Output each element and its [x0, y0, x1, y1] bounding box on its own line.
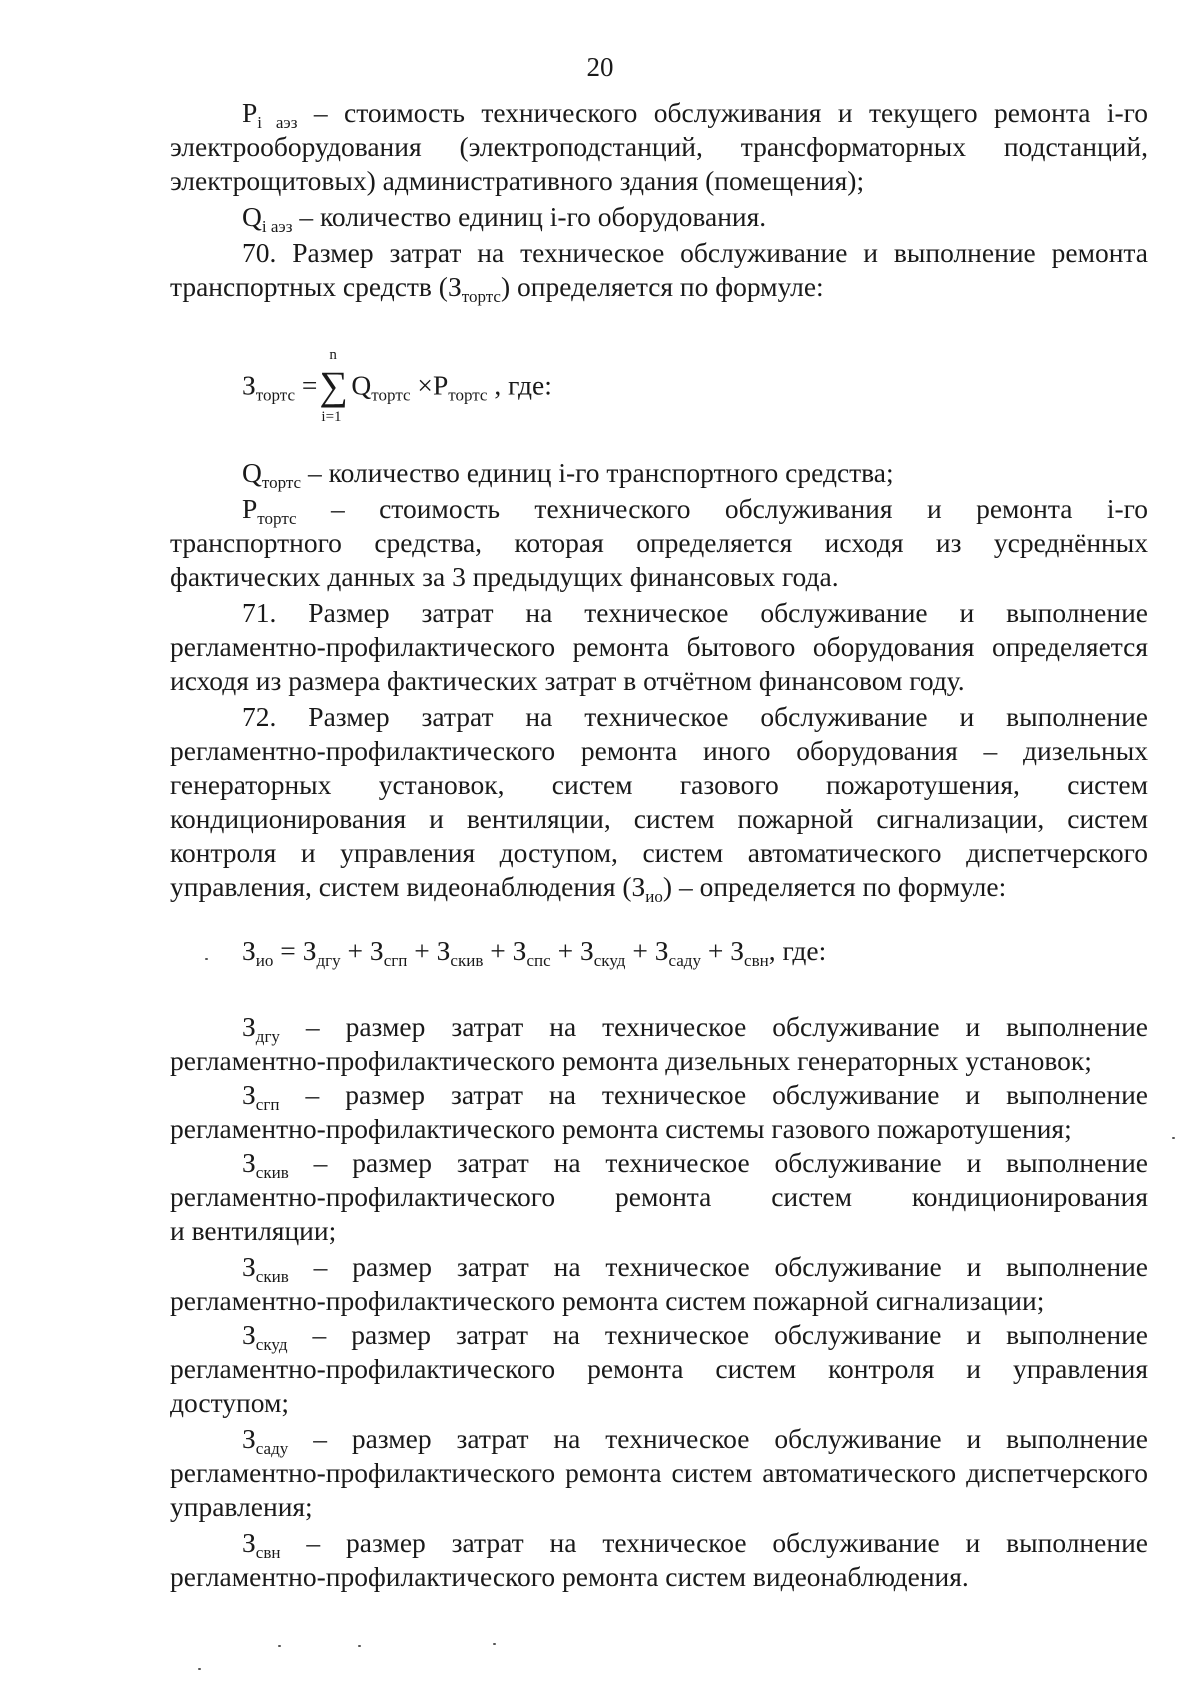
def-sgp-line1: $З_{сгп}$ – размер затрат на техническое обслуживание и выполнение — [242, 1079, 1148, 1114]
def-sgp-line2: регламентно-профилактического ремонта системы газового пожаротушения; — [170, 1113, 1072, 1144]
def-skiv-line2: регламентно-профилактического ремонта систем кондиционирования — [170, 1181, 1148, 1212]
def-sps-line2: регламентно-профилактического ремонта систем пожарной сигнализации; — [170, 1285, 1045, 1316]
item-71-line2: регламентно-профилактического ремонта бытового оборудования определяется — [170, 631, 1148, 662]
item-72-line6: управления, систем видеонаблюдения $(З_{ио})$ – определяется по формуле: — [170, 871, 1007, 906]
scan-speck — [278, 1645, 281, 1647]
def-skud-line3: доступом; — [170, 1387, 290, 1418]
item-71-line1: 71. Размер затрат на техническое обслуживание и выполнение — [242, 597, 1148, 628]
item-72-line1: 72. Размер затрат на техническое обслуживание и выполнение — [242, 701, 1148, 732]
def-sadu-line3: управления; — [170, 1491, 313, 1522]
scan-speck — [358, 1645, 361, 1647]
def-svn-line2: регламентно-профилактического ремонта систем видеонаблюдения. — [170, 1561, 969, 1592]
def-sadu-line1: $З_{саду}$ – размер затрат на техническое обслуживание и выполнение — [242, 1423, 1148, 1458]
p-aez-definition-line1: $P_{i аэз}$ – стоимость технического обслуживания и текущего ремонта i-го — [242, 97, 1148, 132]
item-72-line3: генераторных установок, систем газового пожаротушения, систем — [170, 769, 1148, 800]
item-70-line2: транспортных средств $(З_{тортс})$ определяется по формуле: — [170, 271, 824, 306]
page-number: 20 — [586, 52, 614, 82]
def-dgu-line2: регламентно-профилактического ремонта дизельных генераторных установок; — [170, 1045, 1092, 1076]
scan-speck — [1172, 1137, 1175, 1139]
p-aez-definition-line2: электрооборудования (электроподстанций, трансформаторных подстанций, — [170, 131, 1148, 162]
def-skiv-line3: и вентиляции; — [170, 1215, 337, 1246]
p-tortc-definition-line2: транспортного средства, которая определяется исходя из усреднённых — [170, 527, 1148, 558]
def-dgu-line1: $З_{дгу}$ – размер затрат на техническое обслуживание и выполнение — [242, 1011, 1148, 1046]
p-tortc-definition-line3: фактических данных за 3 предыдущих финансовых года. — [170, 561, 839, 592]
q-tortc-definition: $Q_{тортс}$ – количество единиц i-го транспортного средства; — [242, 457, 894, 492]
scan-speck — [198, 1668, 201, 1670]
p-tortc-definition-line1: $P_{тортс}$ – стоимость технического обслуживания и ремонта i-го — [242, 493, 1148, 528]
item-72-line4: кондиционирования и вентиляции, систем пожарной сигнализации, систем — [170, 803, 1148, 834]
item-72-line2: регламентно-профилактического ремонта иного оборудования – дизельных — [170, 735, 1148, 766]
def-skud-line1: $З_{скуд}$ – размер затрат на техническое обслуживание и выполнение — [242, 1319, 1148, 1354]
scan-speck — [205, 958, 208, 960]
q-aez-definition: $Q_{i аэз}$ – количество единиц i-го оборудования. — [242, 201, 767, 236]
formula-io: $З_{ио} = З_{дгу} + З_{сгп} + З_{скив} + З_{спс} + З_{скуд} + З_{саду} + З_{свн}$, где: — [242, 935, 827, 970]
p-aez-definition-line3: электрощитовых) административного здания (помещения); — [170, 165, 865, 196]
def-svn-line1: $З_{свн}$ – размер затрат на техническое обслуживание и выполнение — [242, 1527, 1148, 1562]
item-70-line1: 70. Размер затрат на техническое обслуживание и выполнение ремонта — [242, 237, 1148, 268]
def-skud-line2: регламентно-профилактического ремонта систем контроля и управления — [170, 1353, 1148, 1384]
summation-sign: n ∑ i=1 — [319, 347, 348, 425]
formula-tortc: $З_{тортс}$ = n ∑ i=1 $Q_{тортс} \times P_{тортс}$ , где: — [242, 347, 552, 425]
def-skiv-line1: $З_{скив}$ – размер затрат на техническое обслуживание и выполнение — [242, 1147, 1148, 1182]
def-sadu-line2: регламентно-профилактического ремонта систем автоматического диспетчерского — [170, 1457, 1148, 1488]
scan-speck — [493, 1643, 496, 1645]
def-sps-line1: $З_{скив}$ – размер затрат на техническое обслуживание и выполнение — [242, 1251, 1148, 1286]
item-71-line3: исходя из размера фактических затрат в отчётном финансовом году. — [170, 665, 965, 696]
item-72-line5: контроля и управления доступом, систем автоматического диспетчерского — [170, 837, 1148, 868]
